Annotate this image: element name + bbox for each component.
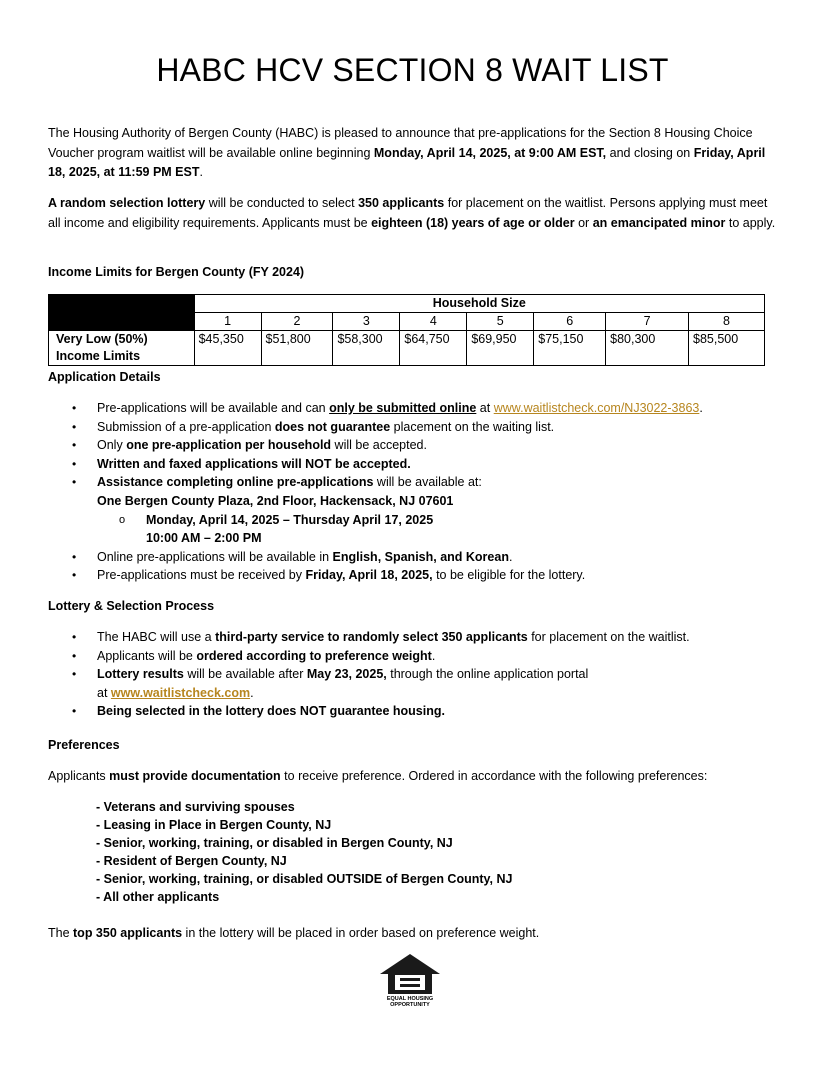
bullet-icon: • bbox=[72, 648, 77, 663]
list-item: • Pre-applications must be received by Friday, April 18, 2025, to be eligible for the lottery. bbox=[48, 566, 778, 585]
bullet-icon: • bbox=[72, 568, 77, 583]
open-date: Monday, April 14, 2025, at 9:00 AM EST, bbox=[373, 145, 607, 160]
size-cell: 2 bbox=[261, 313, 333, 331]
limit-cell: $80,300 bbox=[606, 331, 689, 366]
table-corner bbox=[49, 295, 195, 331]
assistance-dates: Monday, April 14, 2025 – Thursday April 17, 2025 bbox=[146, 512, 434, 527]
logo-caption-line: EQUAL HOUSING bbox=[386, 996, 434, 1002]
intro-text: and closing on bbox=[606, 145, 694, 160]
limit-cell: $85,500 bbox=[689, 331, 765, 366]
bullet-icon: • bbox=[72, 419, 77, 434]
list-item: • The HABC will use a third-party service to randomly select 350 applicants for placement on the waitlist. bbox=[48, 628, 778, 647]
size-cell: 6 bbox=[534, 313, 606, 331]
sub-list-item bbox=[97, 511, 778, 548]
household-size-header: Household Size bbox=[194, 295, 764, 313]
intro-text: The Housing Authority of Bergen County (HABC) is pleased to announce that pre-applications for the Section 8 Housing Choice Voucher program waitlist will be available online beginning bbox=[48, 126, 753, 160]
logo-caption-line: OPPORTUNITY bbox=[390, 1002, 430, 1008]
closing-paragraph: The top 350 applicants in the lottery will be placed in order based on preference weight. bbox=[48, 926, 540, 940]
preferences-list bbox=[96, 798, 512, 906]
list-item: • Only one pre-application per household will be accepted. bbox=[48, 436, 778, 455]
table-row bbox=[49, 331, 765, 366]
size-cell: 1 bbox=[194, 313, 261, 331]
bullet-icon: • bbox=[72, 438, 77, 453]
logo-caption bbox=[378, 996, 442, 1008]
age-requirement: eighteen (18) years of age or older bbox=[371, 215, 575, 230]
application-details-list bbox=[48, 399, 778, 585]
list-item: • Pre-applications will be available and can only be submitted online at www.waitlistcheck.com/NJ3022-3863. bbox=[48, 399, 778, 418]
bullet-icon: • bbox=[72, 667, 77, 682]
applicant-count: 350 applicants bbox=[358, 196, 445, 210]
size-cell: 4 bbox=[400, 313, 467, 331]
assistance-address: One Bergen County Plaza, 2nd Floor, Hackensack, NJ 07601 bbox=[97, 493, 454, 508]
preference-item: - Senior, working, training, or disabled OUTSIDE of Bergen County, NJ bbox=[96, 872, 513, 886]
bullet-icon: • bbox=[72, 704, 77, 719]
preference-item: - Resident of Bergen County, NJ bbox=[96, 854, 287, 868]
intro-text: or bbox=[574, 215, 593, 230]
list-item: • Online pre-applications will be available in English, Spanish, and Korean. bbox=[48, 548, 778, 567]
list-item: • Being selected in the lottery does NOT guarantee housing. bbox=[48, 702, 778, 721]
limit-cell: $64,750 bbox=[400, 331, 467, 366]
intro-paragraph-2 bbox=[48, 194, 778, 233]
intro-text: for placement on the waitlist. Persons applying must meet all income and eligibility requirements. Applicants must be bbox=[48, 196, 768, 230]
lottery-list bbox=[48, 628, 778, 721]
limit-cell: $75,150 bbox=[534, 331, 606, 366]
circle-bullet-icon: o bbox=[119, 513, 126, 526]
income-heading: Income Limits for Bergen County (FY 2024) bbox=[48, 265, 305, 279]
bullet-icon: • bbox=[72, 549, 77, 564]
intro-text: will be conducted to select bbox=[205, 196, 359, 210]
list-item: • Written and faxed applications will NOT be accepted. bbox=[48, 455, 778, 474]
intro-paragraph-1 bbox=[48, 124, 778, 183]
income-limits-table bbox=[48, 294, 765, 366]
minor-requirement: an emancipated minor bbox=[592, 215, 726, 230]
limit-cell: $45,350 bbox=[194, 331, 261, 366]
size-cell: 7 bbox=[606, 313, 689, 331]
limit-cell: $58,300 bbox=[333, 331, 400, 366]
size-cell: 5 bbox=[467, 313, 534, 331]
row-label-line: Very Low (50%) bbox=[56, 332, 148, 346]
list-item: • Applicants will be ordered according to preference weight. bbox=[48, 647, 778, 666]
bullet-icon: • bbox=[72, 456, 77, 471]
bullet-icon: • bbox=[72, 475, 77, 490]
bullet-icon: • bbox=[72, 630, 77, 644]
preferences-intro: Applicants must provide documentation to receive preference. Ordered in accordance with the following preferences: bbox=[48, 769, 708, 783]
size-cell: 3 bbox=[333, 313, 400, 331]
row-label-line: Income Limits bbox=[56, 349, 141, 363]
lottery-term: A random selection lottery bbox=[48, 196, 206, 210]
list-item: • Assistance completing online pre-applications will be available at: One Bergen County Plaza, 2nd Floor, Hackensack, NJ 07601 o Monday, April 14, 2025 – Thursday April 17, 2025 10:00 AM – 2:00 PM bbox=[48, 473, 778, 547]
waitlist-link[interactable]: www.waitlistcheck.com/NJ3022-3863 bbox=[493, 401, 700, 415]
preference-item: - Leasing in Place in Bergen County, NJ bbox=[96, 818, 332, 832]
intro-text: to apply. bbox=[725, 215, 776, 230]
assistance-hours: 10:00 AM – 2:00 PM bbox=[146, 531, 262, 546]
intro-text: . bbox=[199, 165, 203, 179]
page-title: HABC HCV SECTION 8 WAIT LIST bbox=[156, 52, 669, 88]
lottery-heading: Lottery & Selection Process bbox=[48, 599, 215, 613]
preferences-heading: Preferences bbox=[48, 738, 120, 752]
size-cell: 8 bbox=[689, 313, 765, 331]
list-item: • Lottery results will be available after May 23, 2025, through the online application portal at www.waitlistcheck.com. bbox=[72, 667, 589, 700]
list-item: • Submission of a pre-application does not guarantee placement on the waiting list. bbox=[48, 418, 778, 437]
limit-cell: $51,800 bbox=[261, 331, 333, 366]
preference-item: - Senior, working, training, or disabled in Bergen County, NJ bbox=[96, 836, 453, 850]
row-label bbox=[49, 331, 195, 366]
application-heading: Application Details bbox=[48, 370, 161, 384]
table-row bbox=[49, 295, 765, 313]
bullet-icon: • bbox=[72, 401, 77, 415]
waitlist-home-link[interactable]: www.waitlistcheck.com bbox=[110, 685, 251, 700]
preference-item: - Veterans and surviving spouses bbox=[96, 800, 295, 814]
online-only: only be submitted online bbox=[329, 401, 477, 415]
preference-item: - All other applicants bbox=[96, 890, 220, 904]
limit-cell: $69,950 bbox=[467, 331, 534, 366]
close-date: Friday, April 18, 2025, at 11:59 PM EST bbox=[48, 145, 766, 179]
